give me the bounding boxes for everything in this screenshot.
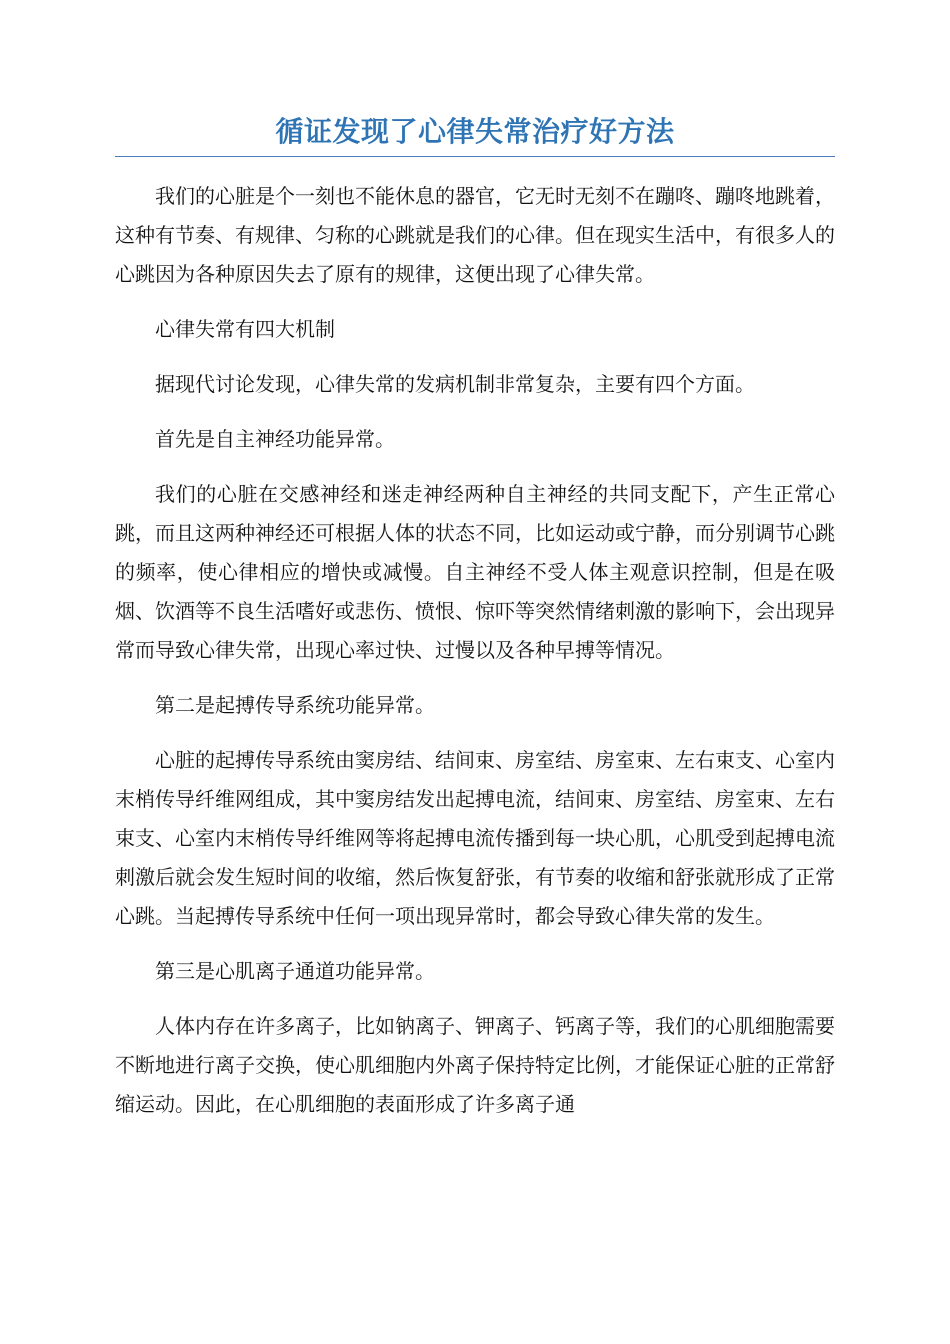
paragraph-conduction-system: 心脏的起搏传导系统由窦房结、结间束、房室结、房室束、左右束支、心室内末梢传导纤维网组成，其中窦房结发出起搏电流，结间束、房室结、房室束、左右束支、心室内末梢传导纤维网等将起搏电流传播到每一块心肌，心肌受到起搏电流刺激后就会发生短时间的收缩，然后恢复舒张，有节奏的收缩和舒张就形成了正常心跳。当起搏传导系统中任何一项出现异常时，都会导致心律失常的发生。: [115, 748, 835, 928]
paragraph-first-mechanism: 首先是自主神经功能异常。: [155, 427, 395, 451]
document-body: [115, 177, 835, 1124]
paragraph-second-mechanism: 第二是起搏传导系统功能异常。: [155, 693, 435, 717]
paragraph-research-finding: 据现代讨论发现，心律失常的发病机制非常复杂，主要有四个方面。: [155, 372, 755, 396]
document-title: 循证发现了心律失常治疗好方法: [115, 112, 835, 157]
paragraph-intro: 我们的心脏是个一刻也不能休息的器官，它无时无刻不在蹦咚、蹦咚地跳着，这种有节奏、有规律、匀称的心跳就是我们的心律。但在现实生活中，有很多人的心跳因为各种原因失去了原有的规律，这便出现了心律失常。: [115, 184, 835, 286]
paragraph-ion-channels: 人体内存在许多离子，比如钠离子、钾离子、钙离子等，我们的心肌细胞需要不断地进行离子交换，使心肌细胞内外离子保持特定比例，才能保证心脏的正常舒缩运动。因此，在心肌细胞的表面形成了许多离子通: [115, 1014, 835, 1116]
paragraph-autonomic-nerve: 我们的心脏在交感神经和迷走神经两种自主神经的共同支配下，产生正常心跳，而且这两种神经还可根据人体的状态不同，比如运动或宁静，而分别调节心跳的频率，使心律相应的增快或减慢。自主神经不受人体主观意识控制，但是在吸烟、饮酒等不良生活嗜好或悲伤、愤恨、惊吓等突然情绪刺激的影响下，会出现异常而导致心律失常，出现心率过快、过慢以及各种早搏等情况。: [115, 482, 835, 662]
paragraph-third-mechanism: 第三是心肌离子通道功能异常。: [155, 959, 435, 983]
section-heading-four-mechanisms: 心律失常有四大机制: [155, 317, 335, 341]
document-page: [115, 0, 835, 1124]
